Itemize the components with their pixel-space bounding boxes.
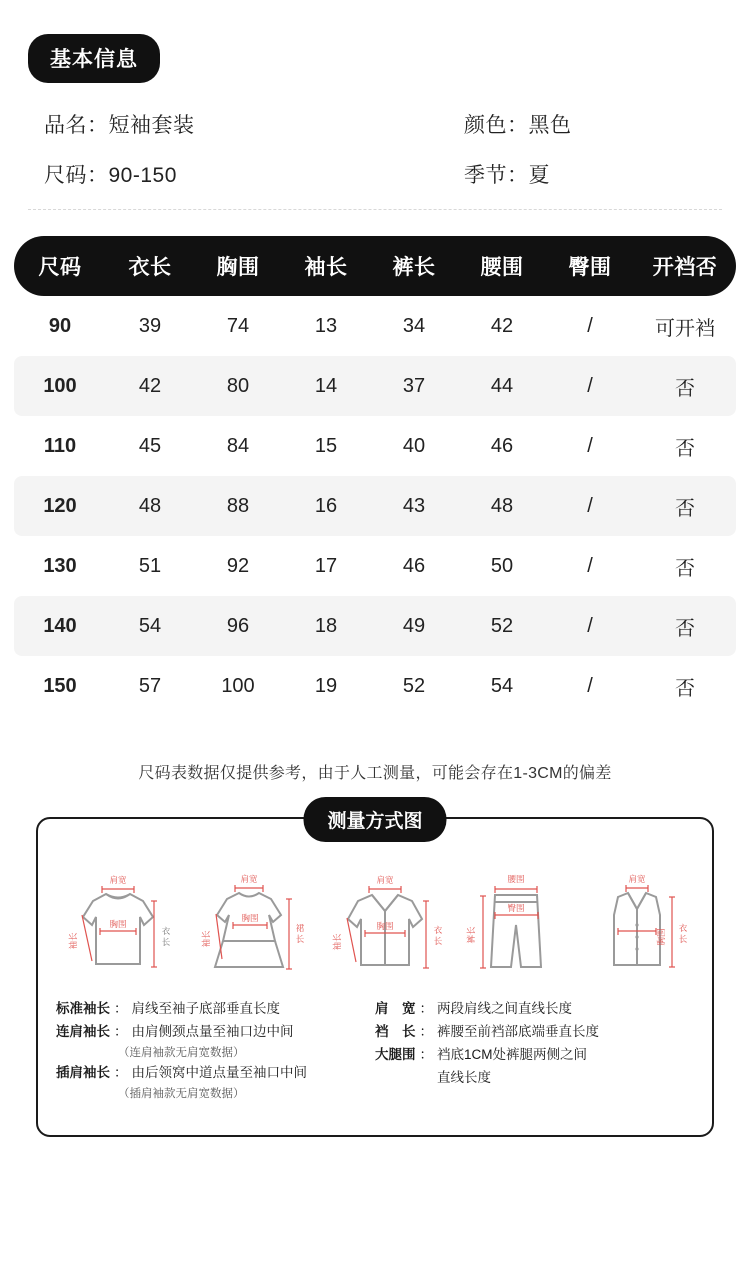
cell-waist: 44 <box>458 356 546 416</box>
cell-pants: 49 <box>370 596 458 656</box>
table-row <box>14 656 736 716</box>
list-item <box>375 999 694 1020</box>
svg-text:长: 长 <box>295 934 305 944</box>
column-header: 臀围 <box>546 236 634 296</box>
svg-text:长: 长 <box>679 934 688 944</box>
cell-crotch: 否 <box>675 557 695 580</box>
column-header: 衣长 <box>106 236 194 296</box>
product-name: 品名：短袖套装 <box>44 114 195 137</box>
cell-hip: / <box>587 434 593 457</box>
table-row <box>14 296 736 356</box>
cell-sleeve: 19 <box>314 674 338 697</box>
svg-text:衣: 衣 <box>679 923 688 933</box>
legend-label: 标准袖长 <box>56 1001 110 1016</box>
figure-sweatshirt <box>58 869 178 989</box>
measurement-diagram <box>36 811 714 1137</box>
column-header: 胸围 <box>194 236 282 296</box>
sweatshirt-icon <box>58 869 178 984</box>
table-row <box>14 596 736 656</box>
svg-text:胸围: 胸围 <box>656 928 667 946</box>
size-table-body <box>14 296 736 716</box>
jacket-icon <box>320 869 450 984</box>
cell-length: 57 <box>138 674 162 697</box>
legend-text: 由后领窝中道点量至袖口中间 <box>131 1064 307 1080</box>
pants-icon <box>461 869 571 984</box>
cell-pants: 52 <box>402 674 426 697</box>
cell-size: 120 <box>14 476 106 536</box>
svg-text:肩宽: 肩宽 <box>109 875 127 885</box>
svg-text:袖长: 袖长 <box>331 933 342 951</box>
figure-jacket <box>320 869 450 989</box>
cell-hip: / <box>546 596 634 656</box>
svg-text:肩宽: 肩宽 <box>240 874 258 884</box>
cell-crotch: 否 <box>634 356 736 416</box>
list-item <box>44 109 722 139</box>
legend-label: 连肩袖长 <box>56 1023 110 1039</box>
legend-text: 裆底1CM处裤腿两侧之间 <box>437 1046 588 1062</box>
cell-size: 100 <box>14 356 106 416</box>
cell-bust: 96 <box>194 596 282 656</box>
legend-text: 裤腰至前裆部底端垂直长度 <box>437 1023 599 1039</box>
cell-hip: / <box>546 476 634 536</box>
svg-text:袖长: 袖长 <box>200 930 211 948</box>
cell-crotch: 否 <box>675 677 695 700</box>
cell-sleeve: 16 <box>282 476 370 536</box>
cell-bust: 74 <box>226 314 250 337</box>
cell-size: 130 <box>43 554 77 577</box>
cell-sleeve: 15 <box>314 434 338 457</box>
cell-length: 48 <box>106 476 194 536</box>
cell-crotch: 否 <box>634 476 736 536</box>
svg-text:肩宽: 肩宽 <box>628 874 646 884</box>
cell-size: 110 <box>43 434 77 457</box>
list-item <box>44 159 722 189</box>
size-table-note: 尺码表数据仅提供参考，由于人工测量，可能会存在1-3CM的偏差 <box>138 765 612 782</box>
table-row <box>14 356 736 416</box>
legend-label: 大腿围 <box>375 1046 416 1062</box>
svg-text:衣: 衣 <box>433 925 443 935</box>
svg-text:袖长: 袖长 <box>67 932 78 950</box>
cell-sleeve: 18 <box>282 596 370 656</box>
cell-pants: 34 <box>402 314 426 337</box>
cell-waist: 52 <box>458 596 546 656</box>
diagram-title: 测量方式图 <box>303 797 446 842</box>
cell-crotch: 否 <box>634 596 736 656</box>
svg-text:臀围: 臀围 <box>507 903 525 913</box>
column-header: 腰围 <box>458 236 546 296</box>
legend-text: 肩线至袖子底部垂直长度 <box>131 1001 280 1016</box>
cell-pants: 43 <box>370 476 458 536</box>
size-table-wrapper <box>14 236 736 716</box>
column-header: 开裆否 <box>634 236 736 296</box>
cell-hip: / <box>546 356 634 416</box>
diagram-legend <box>38 989 712 1103</box>
column-header: 袖长 <box>282 236 370 296</box>
legend-text: 由肩侧颈点量至袖口边中间 <box>131 1023 294 1039</box>
cell-pants: 46 <box>402 554 426 577</box>
table-row <box>14 476 736 536</box>
cell-bust: 100 <box>221 674 255 697</box>
legend-separator: ： <box>114 1064 128 1080</box>
legend-label: 裆 长 <box>375 1023 416 1039</box>
cell-bust: 84 <box>226 434 250 457</box>
cell-bust: 88 <box>194 476 282 536</box>
vest-icon <box>582 869 692 984</box>
cell-hip: / <box>587 314 593 337</box>
list-item <box>375 1045 694 1066</box>
svg-text:长: 长 <box>161 937 170 947</box>
list-item <box>56 1022 375 1043</box>
diagram-figures <box>38 819 712 989</box>
cell-sleeve: 17 <box>314 554 338 577</box>
cell-length: 45 <box>138 434 162 457</box>
table-row <box>14 536 736 596</box>
list-item <box>56 999 375 1020</box>
svg-text:腰围: 腰围 <box>507 874 525 884</box>
cell-waist: 42 <box>490 314 514 337</box>
cell-waist: 46 <box>490 434 514 457</box>
cell-length: 42 <box>106 356 194 416</box>
cell-waist: 50 <box>490 554 514 577</box>
product-season: 季节：夏 <box>464 164 550 187</box>
cell-hip: / <box>587 674 593 697</box>
dress-icon <box>189 869 309 984</box>
legend-label: 插肩袖长 <box>56 1064 110 1080</box>
product-color: 颜色：黑色 <box>464 114 572 137</box>
size-table-head <box>14 236 736 296</box>
figure-vest <box>582 869 692 989</box>
legend-subtext: （插肩袖款无肩宽数据） <box>118 1087 245 1100</box>
svg-text:裙: 裙 <box>295 923 305 933</box>
svg-text:胸围: 胸围 <box>109 919 127 929</box>
cell-bust: 80 <box>194 356 282 416</box>
table-row <box>14 416 736 476</box>
legend-text-continued: 直线长度 <box>437 1069 491 1085</box>
cell-crotch: 可开裆 <box>655 317 715 340</box>
list-item <box>56 1063 375 1084</box>
cell-sleeve: 13 <box>314 314 338 337</box>
basic-info-title: 基本信息 <box>28 34 160 83</box>
size-table <box>14 236 736 716</box>
column-header: 尺码 <box>14 236 106 296</box>
legend-separator: ： <box>419 1023 433 1039</box>
cell-pants: 40 <box>402 434 426 457</box>
table-header-row <box>14 236 736 296</box>
legend-column-right <box>375 999 694 1103</box>
cell-waist: 48 <box>458 476 546 536</box>
cell-size: 150 <box>43 674 77 697</box>
svg-text:裤长: 裤长 <box>466 926 477 944</box>
legend-separator: ： <box>419 1046 433 1062</box>
cell-length: 39 <box>138 314 162 337</box>
cell-pants: 37 <box>370 356 458 416</box>
legend-column-left <box>56 999 375 1103</box>
cell-hip: / <box>587 554 593 577</box>
svg-text:肩宽: 肩宽 <box>376 875 394 885</box>
product-size-range: 尺码：90-150 <box>44 164 177 187</box>
cell-length: 51 <box>138 554 162 577</box>
divider <box>28 209 722 210</box>
legend-label: 肩 宽 <box>375 1001 416 1016</box>
cell-crotch: 否 <box>675 437 695 460</box>
legend-separator: ： <box>419 1001 433 1016</box>
basic-info-header <box>0 0 750 83</box>
cell-bust: 92 <box>226 554 250 577</box>
list-item <box>375 1022 694 1043</box>
legend-separator: ： <box>114 1001 128 1016</box>
svg-text:胸围: 胸围 <box>241 913 259 923</box>
basic-info-list <box>0 109 750 189</box>
figure-dress <box>189 869 309 989</box>
legend-separator: ： <box>114 1023 128 1039</box>
figure-pants <box>461 869 571 989</box>
cell-size: 90 <box>48 314 72 337</box>
cell-size: 140 <box>14 596 106 656</box>
cell-waist: 54 <box>490 674 514 697</box>
column-header: 裤长 <box>370 236 458 296</box>
legend-subtext: （连肩袖款无肩宽数据） <box>118 1046 245 1059</box>
legend-text: 两段肩线之间直线长度 <box>437 1001 572 1016</box>
svg-text:长: 长 <box>433 936 443 946</box>
svg-text:胸围: 胸围 <box>376 921 394 931</box>
svg-text:衣: 衣 <box>161 926 170 936</box>
cell-sleeve: 14 <box>282 356 370 416</box>
cell-length: 54 <box>106 596 194 656</box>
